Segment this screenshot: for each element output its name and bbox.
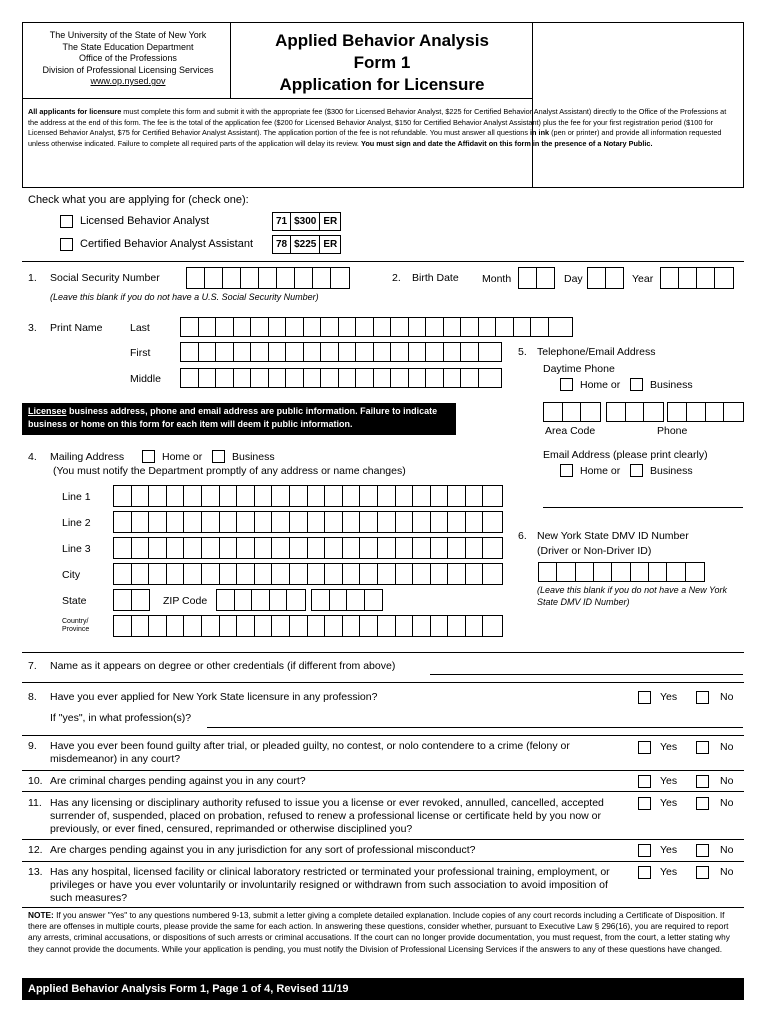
line1-label: Line 1 (62, 491, 91, 503)
q11-no-label: No (720, 797, 734, 809)
q12-text: Are charges pending against you in any jurisdiction for any sort of professional misconduct? (50, 844, 476, 856)
q13-no-checkbox[interactable] (696, 866, 709, 879)
fee-code: 78 (273, 236, 291, 253)
first-name-input[interactable] (180, 342, 502, 362)
ssn-input[interactable] (186, 267, 350, 289)
year-label: Year (632, 273, 654, 285)
q9-no-label: No (720, 741, 734, 753)
phone-home-label: Home or (580, 379, 621, 391)
middle-name-label: Middle (130, 373, 161, 385)
title-line: Application for Licensure (279, 75, 485, 94)
section-divider (22, 839, 744, 840)
print-name-label: Print Name (50, 322, 103, 334)
notice-licensee: Licensee (28, 406, 67, 416)
email-input[interactable] (543, 507, 743, 508)
public-info-notice (22, 403, 456, 435)
address-home-label: Home or (162, 451, 203, 463)
line2-label: Line 2 (62, 517, 91, 529)
q11-yes-checkbox[interactable] (638, 797, 651, 810)
intro-text: must complete this form and submit it with the appropriate fee ($300 for Licensed Behavior Analyst, $225 for Certified Behavior Analyst Assistant) directly to the Office of the Professions at the address at the end of this form. The fee is the total of the application fee ($200 for Licensed Behavior Analyst, $150 for Certified Behavior Analyst Assistant) plus the fee for your first registration period ($100 for Licensed Behavior Analyst, $75 for Certified Behavior Analyst Assistant). The application portion of the fee is not refundable. You must answer all questions (28, 107, 727, 138)
q5-number: 5. (518, 346, 527, 358)
address-line3-input[interactable] (113, 537, 503, 559)
q7-text: Name as it appears on degree or other credentials (if different from above) (50, 660, 396, 672)
section-divider (22, 907, 744, 908)
month-label: Month (482, 273, 512, 285)
q8-text: Have you ever applied for New York State licensure in any profession? (50, 691, 378, 703)
q12-yes-label: Yes (660, 844, 678, 856)
q8-number: 8. (28, 691, 37, 703)
lba-label: Licensed Behavior Analyst (80, 215, 210, 227)
q8-followup: If "yes", in what profession(s)? (50, 712, 192, 724)
q9-no-checkbox[interactable] (696, 741, 709, 754)
q10-no-checkbox[interactable] (696, 775, 709, 788)
area-code-label: Area Code (545, 425, 596, 437)
daytime-phone-label: Daytime Phone (543, 363, 615, 375)
q9-yes-checkbox[interactable] (638, 741, 651, 754)
apply-prompt: Check what you are applying for (check one): (28, 194, 249, 206)
country-input[interactable] (113, 615, 503, 637)
email-home-checkbox[interactable] (560, 464, 573, 477)
lba-fee-box (272, 212, 341, 231)
bcaba-label: Certified Behavior Analyst Assistant (80, 238, 254, 250)
state-label: State (62, 595, 87, 607)
q8-yes-label: Yes (660, 691, 678, 703)
q2-number: 2. (392, 272, 401, 284)
intro-ink: in ink (530, 128, 550, 138)
address-line2-input[interactable] (113, 511, 503, 533)
q13-yes-checkbox[interactable] (638, 866, 651, 879)
birth-date-label: Birth Date (412, 272, 459, 284)
q11-number: 11. (28, 797, 42, 809)
notice-text: business address, phone and email address are public information. Failure to indicate business or home on this form for each item will deem it public information. (28, 406, 438, 429)
zip-label: ZIP Code (163, 595, 208, 607)
q13-number: 13. (28, 866, 43, 878)
q12-no-label: No (720, 844, 734, 856)
zip-ext-input[interactable] (311, 589, 383, 611)
q10-number: 10. (28, 775, 43, 787)
ssn-hint: (Leave this blank if you do not have a U.S. Social Security Number) (50, 292, 319, 302)
title-line: Form 1 (353, 53, 411, 72)
q9-text: Have you ever been found guilty after trial, or pleaded guilty, no contest, or nolo contendere to a crime (felony or misdemeanor) in any court? (50, 740, 570, 765)
agency-line: The University of the State of New York (49, 30, 207, 40)
q13-no-label: No (720, 866, 734, 878)
phone-business-checkbox[interactable] (630, 378, 643, 391)
address-note: (You must notify the Department promptly of any address or name changes) (53, 465, 406, 477)
q8-no-checkbox[interactable] (696, 691, 709, 704)
bcaba-fee-box (272, 235, 341, 254)
state-input[interactable] (113, 589, 150, 611)
phone-home-checkbox[interactable] (560, 378, 573, 391)
fee-amount: $225 (291, 236, 320, 253)
q11-yes-label: Yes (660, 797, 678, 809)
q12-number: 12. (28, 844, 43, 856)
agency-block (28, 30, 228, 88)
phone-business-label: Business (650, 379, 693, 391)
page-footer: Applied Behavior Analysis Form 1, Page 1 of 4, Revised 11/19 (22, 978, 744, 1000)
header-divider (532, 22, 533, 98)
agency-line: Division of Professional Licensing Services (42, 64, 214, 75)
form-title (234, 30, 530, 96)
zip-input[interactable] (216, 589, 306, 611)
email-home-label: Home or (580, 465, 621, 477)
lba-checkbox[interactable] (60, 215, 73, 228)
q10-text: Are criminal charges pending against you in any court? (50, 775, 306, 787)
note-text: If you answer "Yes" to any questions numbered 9-13, submit a letter giving a complete detailed explanation. Include copies of any court records including a Certificate of Disposition. If there are offenses in multiple courts, please provide the same for each action. In answering these questions, consider whether, pursuant to Executive Law § 296(16), you are required to report any arrests, criminal accusations, or dispositions of such arrests or criminal accusations. If the court can no longer provide documentation, you must request, from the court, a letter stating why they cannot provide the documents. While your application is pending, you must notify the Division of Professional Licensing Services if the answers to any of these questions have changed. (28, 910, 730, 954)
note-block (28, 910, 744, 955)
bcaba-checkbox[interactable] (60, 238, 73, 251)
mailing-address-label: Mailing Address (50, 451, 125, 463)
q8-yes-checkbox[interactable] (638, 691, 651, 704)
phone-label: Phone (657, 425, 688, 437)
phone-email-label: Telephone/Email Address (537, 346, 656, 358)
section-divider (22, 735, 744, 736)
q13-yes-label: Yes (660, 866, 678, 878)
section-divider (22, 791, 744, 792)
profession-input[interactable] (207, 727, 743, 728)
q11-no-checkbox[interactable] (696, 797, 709, 810)
phone-line-input[interactable] (667, 402, 744, 422)
dmv-hint: (Leave this blank if you do not have a New York State DMV ID Number) (537, 585, 727, 607)
address-business-checkbox[interactable] (212, 450, 225, 463)
fee-amount: $300 (291, 213, 320, 230)
last-name-label: Last (130, 322, 150, 334)
dmv-sub: (Driver or Non-Driver ID) (537, 545, 652, 557)
section-divider (22, 652, 744, 653)
city-input[interactable] (113, 563, 503, 585)
title-line: Applied Behavior Analysis (275, 31, 489, 50)
fee-er: ER (323, 216, 338, 227)
q3-number: 3. (28, 322, 37, 334)
q10-yes-label: Yes (660, 775, 678, 787)
dmv-id-input[interactable] (538, 562, 705, 582)
q1-number: 1. (28, 272, 37, 284)
agency-line: Office of the Professions (79, 53, 177, 63)
phone-prefix-input[interactable] (606, 402, 664, 422)
header-divider (22, 98, 533, 99)
q12-no-checkbox[interactable] (696, 844, 709, 857)
section-divider (22, 682, 744, 683)
address-business-label: Business (232, 451, 275, 463)
area-code-input[interactable] (543, 402, 601, 422)
agency-line: The State Education Department (62, 41, 194, 52)
city-label: City (62, 569, 81, 581)
address-home-checkbox[interactable] (142, 450, 155, 463)
intro-lead: All applicants for licensure (28, 107, 122, 116)
q11-text: Has any licensing or disciplinary authority refused to issue you a license or ever revoked, annulled, cancelled, accepted surrender of, suspended, placed on probation, refused to renew a professional license or certificate held by you now or previously, or ever fined, censured, reprimanded or otherwise disciplined you? (50, 797, 604, 835)
section-divider (22, 770, 744, 771)
q13-text: Has any hospital, licensed facility or clinical laboratory restricted or terminated your professional training, employment, or privileges or have you ever voluntarily or involuntarily resigned or withdrawn from such association to avoid imposition of such measures? (50, 866, 610, 904)
birth-year-input[interactable] (660, 267, 734, 289)
email-business-checkbox[interactable] (630, 464, 643, 477)
dmv-label: New York State DMV ID Number (537, 530, 689, 542)
ssn-label: Social Security Number (50, 272, 160, 284)
q4-number: 4. (28, 451, 37, 463)
intro-text: (pen or printer) and provide all information requested unless otherwise indicated. Failure to complete all required parts of the application will delay its review. (28, 128, 722, 148)
website-link[interactable]: www.op.nysed.gov (90, 76, 166, 86)
country-label: Country/ Province (62, 618, 90, 633)
last-name-input[interactable] (180, 317, 573, 337)
other-name-input[interactable] (430, 674, 743, 675)
q12-yes-checkbox[interactable] (638, 844, 651, 857)
header-divider (230, 22, 231, 98)
q6-number: 6. (518, 530, 527, 542)
first-name-label: First (130, 347, 151, 359)
email-business-label: Business (650, 465, 693, 477)
fee-code: 71 (273, 213, 291, 230)
q8-no-label: No (720, 691, 734, 703)
email-label: Email Address (please print clearly) (543, 449, 708, 461)
q7-number: 7. (28, 660, 37, 672)
intro-instructions (28, 107, 738, 149)
section-divider (22, 261, 744, 262)
q10-no-label: No (720, 775, 734, 787)
section-divider (22, 861, 744, 862)
address-line1-input[interactable] (113, 485, 503, 507)
middle-name-input[interactable] (180, 368, 502, 388)
intro-sign: You must sign and date the Affidavit on this form in the presence of a Notary Public. (361, 138, 653, 148)
q9-number: 9. (28, 740, 37, 752)
note-label: NOTE: (28, 910, 54, 920)
birth-day-input[interactable] (587, 267, 624, 289)
line3-label: Line 3 (62, 543, 91, 555)
q9-yes-label: Yes (660, 741, 678, 753)
day-label: Day (564, 273, 583, 285)
fee-er: ER (323, 239, 338, 250)
birth-month-input[interactable] (518, 267, 555, 289)
q10-yes-checkbox[interactable] (638, 775, 651, 788)
